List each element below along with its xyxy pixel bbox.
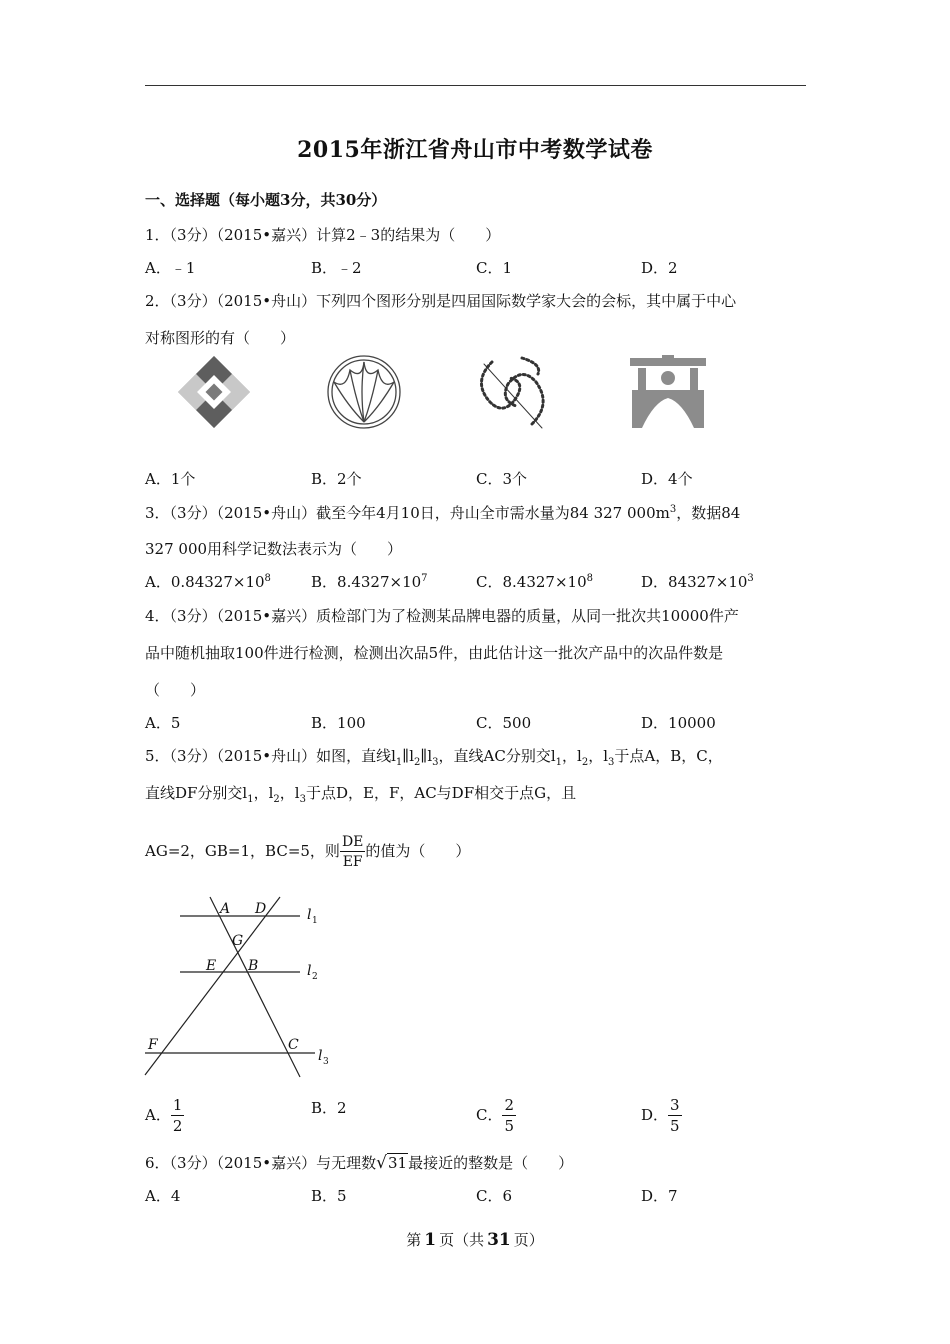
q4-option-a: A．5 <box>145 714 181 732</box>
q3-option-c: C．$8.4327\times 10^8$ <box>476 573 593 591</box>
q5-fraction-numerator: DE <box>341 834 364 850</box>
page-title: 2015年浙江省舟山市中考数学试卷 <box>297 137 653 163</box>
q5-parallel-lines-figure <box>140 895 350 1080</box>
sqrt-radicand: 31 <box>387 1154 408 1172</box>
q6-option-b: B．5 <box>311 1187 347 1205</box>
q1-option-d: D．2 <box>641 259 678 277</box>
label-b: B <box>248 958 259 974</box>
q2-option-d: D．4个 <box>641 470 693 488</box>
label-c: C <box>288 1037 299 1053</box>
q6-stem: 6．（3分）（2015•嘉兴）与无理数√31最接近的整数是（ ） <box>145 1153 574 1173</box>
pagoda-logo-icon <box>630 355 706 428</box>
label-l3: l <box>318 1048 323 1064</box>
q3-stem-line1: 3．（3分）（2015•舟山）截至今年4月10日，舟山全市需水量为84 327 $000m^3$，数据84 <box>145 504 741 522</box>
line-ac <box>210 897 300 1077</box>
q4-option-d: D．10000 <box>641 714 716 732</box>
label-l1: l <box>307 907 312 923</box>
circle-arcs-logo-icon <box>328 356 400 428</box>
q2-option-c: C．3个 <box>476 470 528 488</box>
q2-logo-figures <box>170 355 730 435</box>
q4-stem-line3: （ ） <box>145 681 206 699</box>
line-df <box>145 897 280 1075</box>
label-l3-sub: 3 <box>323 1057 329 1067</box>
sqrt-symbol: √ <box>376 1153 387 1173</box>
q4-stem-line2: 品中随机抽取100件进行检测，检测出次品5件，由此估计这一批次产品中的次品件数是 <box>145 644 724 662</box>
q5-option-d: D． $\frac{3}{5}$ <box>641 1096 680 1135</box>
q2-stem-line2: 对称图形的有（ ） <box>145 329 296 347</box>
q5-option-a: A． $\frac{1}{2}$ <box>145 1096 183 1135</box>
label-a: A <box>220 901 231 917</box>
label-l1-sub: 1 <box>312 916 318 926</box>
q1-option-c: C．1 <box>476 259 513 277</box>
label-l2-sub: 2 <box>312 972 318 982</box>
q5-fraction-denominator: EF <box>342 854 363 870</box>
q1-stem: 1．（3分）（2015•嘉兴）计算2﹣3的结果为（ ） <box>145 226 501 244</box>
q5-stem-line1: 5．（3分）（2015•舟山）如图，直线$l_1\parallel l_2\parallel l_3$，直线AC分别交$l_1$，$l_2$，$l_3$于点A，B，C， <box>145 747 723 768</box>
dotted-spiral-logo-icon <box>481 358 543 428</box>
q2-option-b: B．2个 <box>311 470 362 488</box>
q1-option-a: A．﹣1 <box>145 259 196 277</box>
q3-option-d: D．$84327\times 10^3$ <box>641 573 754 591</box>
label-f: F <box>148 1037 158 1053</box>
current-page-number: 1 <box>424 1230 437 1250</box>
q3-option-a: A．$0.84327\times 10^8$ <box>145 573 271 591</box>
label-g: G <box>232 933 244 949</box>
q4-stem-line1: 4．（3分）（2015•嘉兴）质检部门为了检测某品牌电器的质量，从同一批次共10000件产 <box>145 607 739 625</box>
label-e: E <box>206 958 217 974</box>
q6-option-d: D．7 <box>641 1187 678 1205</box>
q5-stem-line3: AG=2，GB=1，BC=5，则 $\frac{DE}{EF}$ 的值为（ ） <box>145 834 471 870</box>
label-l2: l <box>307 963 312 979</box>
q5-stem-line2: 直线DF分别交$l_1$，$l_2$，$l_3$于点D，E，F，AC与DF相交于点G，且 <box>145 784 577 805</box>
q3-option-b: B．$8.4327\times 10^7$ <box>311 573 428 591</box>
q1-option-b: B．﹣2 <box>311 259 362 277</box>
q6-option-c: C．6 <box>476 1187 513 1205</box>
total-page-count: 31 <box>487 1230 511 1250</box>
q6-option-a: A．4 <box>145 1187 181 1205</box>
q5-option-c: C． $\frac{2}{5}$ <box>476 1096 515 1135</box>
section-heading: 一、选择题（每小题3分，共30分） <box>145 191 387 209</box>
q2-option-a: A．1个 <box>145 470 196 488</box>
header-rule <box>145 85 806 86</box>
pinwheel-logo-icon <box>178 356 250 428</box>
label-d: D <box>255 901 267 917</box>
q4-option-b: B．100 <box>311 714 366 732</box>
q4-option-c: C．500 <box>476 714 532 732</box>
page-footer: 第 1 页（共 31 页） <box>406 1230 544 1250</box>
q2-stem-line1: 2．（3分）（2015•舟山）下列四个图形分别是四届国际数学家大会的会标，其中属于中心 <box>145 292 737 310</box>
q5-option-b: B．2 <box>311 1099 347 1117</box>
q3-stem-line2: 327 000用科学记数法表示为（ ） <box>145 540 403 558</box>
